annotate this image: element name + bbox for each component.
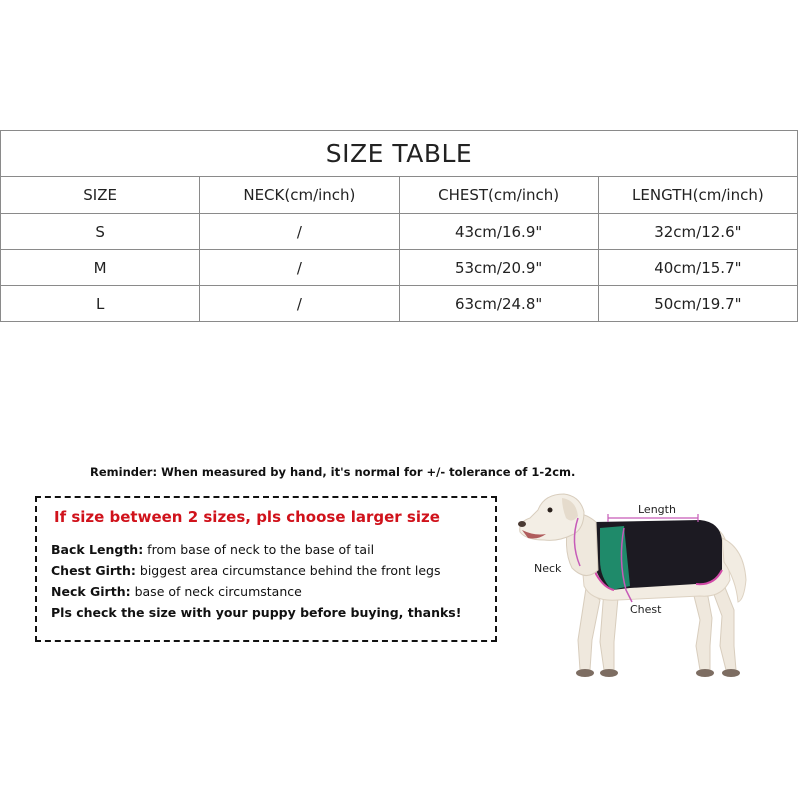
neck-girth-term: Neck Girth: bbox=[51, 584, 131, 599]
cell-length: 40cm/15.7" bbox=[598, 250, 797, 286]
cell-size: L bbox=[1, 286, 200, 322]
table-row bbox=[1, 214, 798, 250]
chest-girth-term: Chest Girth: bbox=[51, 563, 136, 578]
size-table bbox=[0, 130, 798, 322]
header-length: LENGTH(cm/inch) bbox=[598, 177, 797, 214]
cell-length: 50cm/19.7" bbox=[598, 286, 797, 322]
cell-neck: / bbox=[200, 250, 399, 286]
chest-label: Chest bbox=[630, 603, 662, 616]
table-row bbox=[1, 250, 798, 286]
cell-neck: / bbox=[200, 214, 399, 250]
dog-paws bbox=[576, 669, 740, 677]
back-length-term: Back Length: bbox=[51, 542, 144, 557]
note-back-length bbox=[51, 542, 374, 557]
note-closing: Pls check the size with your puppy before buying, thanks! bbox=[51, 605, 462, 620]
note-chest-girth bbox=[51, 563, 440, 578]
cell-size: S bbox=[1, 214, 200, 250]
reminder-text: Reminder: When measured by hand, it's normal for +/- tolerance of 1-2cm. bbox=[90, 465, 576, 479]
size-table-title: SIZE TABLE bbox=[1, 131, 798, 177]
note-neck-girth bbox=[51, 584, 302, 599]
cell-length: 32cm/12.6" bbox=[598, 214, 797, 250]
header-size: SIZE bbox=[1, 177, 200, 214]
header-neck: NECK(cm/inch) bbox=[200, 177, 399, 214]
table-row bbox=[1, 286, 798, 322]
size-table-header-row bbox=[1, 177, 798, 214]
neck-label: Neck bbox=[534, 562, 562, 575]
note-headline: If size between 2 sizes, pls choose larger size bbox=[54, 508, 440, 526]
neck-girth-desc: base of neck circumstance bbox=[130, 584, 302, 599]
dog-eye bbox=[548, 508, 553, 513]
length-label: Length bbox=[638, 503, 676, 516]
header-chest: CHEST(cm/inch) bbox=[399, 177, 598, 214]
cell-size: M bbox=[1, 250, 200, 286]
cell-chest: 43cm/16.9" bbox=[399, 214, 598, 250]
measurement-note-box bbox=[35, 496, 497, 642]
back-length-desc: from base of neck to the base of tail bbox=[143, 542, 375, 557]
chest-girth-desc: biggest area circumstance behind the front legs bbox=[135, 563, 441, 578]
cell-chest: 53cm/20.9" bbox=[399, 250, 598, 286]
dog-measurement-figure bbox=[500, 470, 780, 690]
cell-neck: / bbox=[200, 286, 399, 322]
dog-nose bbox=[518, 521, 526, 527]
cell-chest: 63cm/24.8" bbox=[399, 286, 598, 322]
